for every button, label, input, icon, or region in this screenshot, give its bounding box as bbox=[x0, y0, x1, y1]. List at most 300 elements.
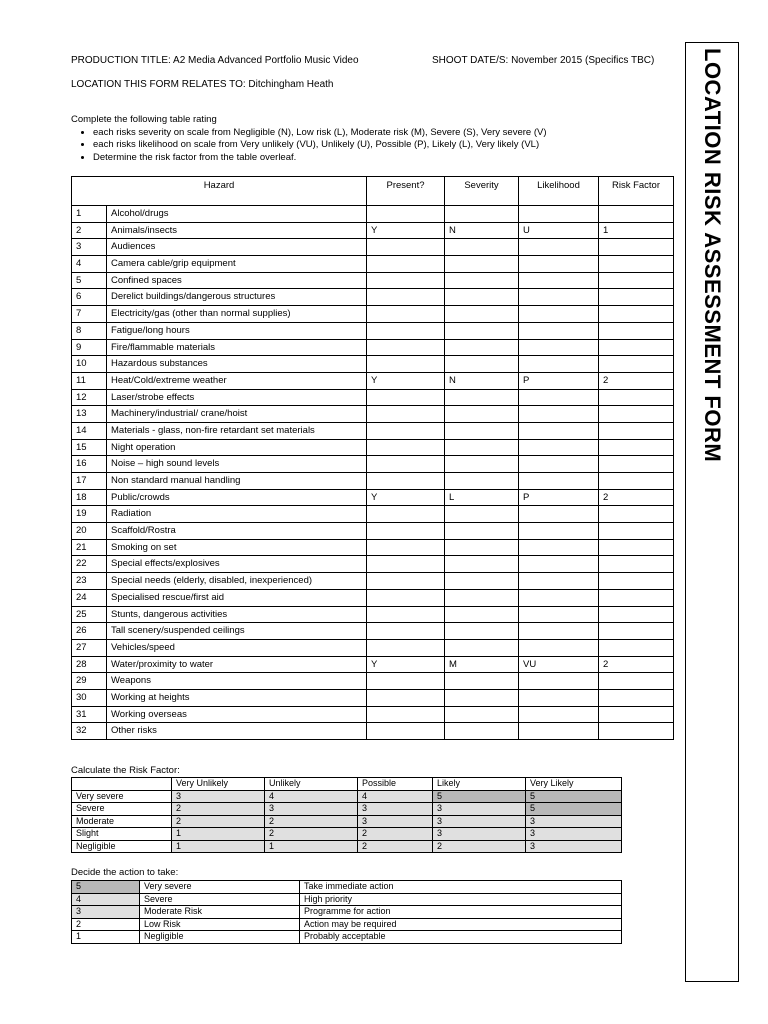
action-score-cell: 1 bbox=[72, 931, 140, 944]
production-title: PRODUCTION TITLE: A2 Media Advanced Portfolio Music Video bbox=[71, 55, 359, 66]
hazard-risk-cell bbox=[599, 723, 674, 740]
hazard-hazard-cell: Stunts, dangerous activities bbox=[107, 606, 367, 623]
hazard-row bbox=[72, 339, 674, 356]
hazard-risk-cell: 2 bbox=[599, 489, 674, 506]
hazard-row bbox=[72, 556, 674, 573]
risk-factor-value: 3 bbox=[358, 815, 433, 828]
hazard-severity-cell bbox=[445, 389, 519, 406]
instructions-list bbox=[71, 127, 547, 165]
risk-factor-label: Calculate the Risk Factor: bbox=[71, 765, 180, 776]
hazard-row bbox=[72, 623, 674, 640]
hazard-hazard-cell: Alcohol/drugs bbox=[107, 206, 367, 223]
hazard-num-cell: 1 bbox=[72, 206, 107, 223]
risk-factor-value: 3 bbox=[265, 803, 358, 816]
hazard-num-cell: 2 bbox=[72, 222, 107, 239]
hazard-num-cell: 6 bbox=[72, 289, 107, 306]
hazard-risk-cell bbox=[599, 422, 674, 439]
hazard-severity-cell bbox=[445, 689, 519, 706]
hazard-num-cell: 21 bbox=[72, 539, 107, 556]
hazard-row bbox=[72, 422, 674, 439]
risk-factor-column-header: Likely bbox=[433, 778, 526, 791]
hazard-risk-cell bbox=[599, 206, 674, 223]
hazard-num-cell: 19 bbox=[72, 506, 107, 523]
action-level-cell: Very severe bbox=[140, 881, 300, 894]
action-level-cell: Severe bbox=[140, 893, 300, 906]
risk-factor-row bbox=[72, 815, 622, 828]
hazard-row bbox=[72, 256, 674, 273]
hazard-likelihood-cell bbox=[519, 706, 599, 723]
hazard-hazard-cell: Working overseas bbox=[107, 706, 367, 723]
hazard-num-cell: 29 bbox=[72, 673, 107, 690]
location-line: LOCATION THIS FORM RELATES TO: Ditchingham Heath bbox=[71, 79, 334, 90]
risk-factor-value: 2 bbox=[358, 840, 433, 853]
risk-factor-value: 3 bbox=[433, 815, 526, 828]
hazard-row bbox=[72, 272, 674, 289]
risk-factor-value: 5 bbox=[526, 803, 622, 816]
hazard-hazard-cell: Audiences bbox=[107, 239, 367, 256]
hazard-severity-cell bbox=[445, 439, 519, 456]
hazard-row bbox=[72, 406, 674, 423]
hazard-likelihood-cell bbox=[519, 256, 599, 273]
hazard-num-cell: 14 bbox=[72, 422, 107, 439]
hazard-likelihood-cell bbox=[519, 623, 599, 640]
hazard-severity-cell bbox=[445, 539, 519, 556]
hazard-hazard-cell: Other risks bbox=[107, 723, 367, 740]
hazard-row bbox=[72, 239, 674, 256]
hazard-num-cell: 26 bbox=[72, 623, 107, 640]
hazard-present-cell bbox=[367, 723, 445, 740]
hazard-row bbox=[72, 723, 674, 740]
hazard-severity-cell: L bbox=[445, 489, 519, 506]
hazard-row bbox=[72, 289, 674, 306]
hazard-severity-cell: N bbox=[445, 222, 519, 239]
hazard-severity-cell bbox=[445, 589, 519, 606]
hazard-likelihood-cell bbox=[519, 306, 599, 323]
hazard-num-cell: 28 bbox=[72, 656, 107, 673]
hazard-likelihood-cell bbox=[519, 673, 599, 690]
hazard-severity-cell: M bbox=[445, 656, 519, 673]
shoot-date: SHOOT DATE/S: November 2015 (Specifics TBC) bbox=[432, 55, 655, 66]
hazard-row bbox=[72, 322, 674, 339]
hazard-hazard-cell: Animals/insects bbox=[107, 222, 367, 239]
hazard-present-cell bbox=[367, 639, 445, 656]
hazard-likelihood-cell bbox=[519, 422, 599, 439]
hazard-likelihood-cell bbox=[519, 506, 599, 523]
hazard-risk-cell bbox=[599, 289, 674, 306]
hazard-num-cell: 3 bbox=[72, 239, 107, 256]
hazard-severity-cell: N bbox=[445, 372, 519, 389]
hazard-num-cell: 25 bbox=[72, 606, 107, 623]
action-level-cell: Moderate Risk bbox=[140, 906, 300, 919]
hazard-risk-cell bbox=[599, 573, 674, 590]
hazard-hazard-cell: Specialised rescue/first aid bbox=[107, 589, 367, 606]
risk-factor-value: 3 bbox=[526, 815, 622, 828]
hazard-likelihood-cell bbox=[519, 339, 599, 356]
hazard-hazard-cell: Smoking on set bbox=[107, 539, 367, 556]
hazard-table-header bbox=[72, 177, 674, 206]
hazard-likelihood-cell: P bbox=[519, 489, 599, 506]
hazard-hazard-cell: Scaffold/Rostra bbox=[107, 523, 367, 540]
hazard-likelihood-cell: U bbox=[519, 222, 599, 239]
hazard-num-cell: 13 bbox=[72, 406, 107, 423]
hazard-row bbox=[72, 372, 674, 389]
hazard-likelihood-cell bbox=[519, 473, 599, 490]
header-severity: Severity bbox=[445, 177, 519, 206]
hazard-hazard-cell: Heat/Cold/extreme weather bbox=[107, 372, 367, 389]
hazard-risk-cell bbox=[599, 356, 674, 373]
hazard-risk-cell bbox=[599, 539, 674, 556]
hazard-present-cell: Y bbox=[367, 372, 445, 389]
risk-factor-value: 2 bbox=[172, 815, 265, 828]
action-level-cell: Low Risk bbox=[140, 918, 300, 931]
action-score-cell: 3 bbox=[72, 906, 140, 919]
hazard-hazard-cell: Radiation bbox=[107, 506, 367, 523]
hazard-num-cell: 5 bbox=[72, 272, 107, 289]
action-score-cell: 2 bbox=[72, 918, 140, 931]
action-action-cell: Take immediate action bbox=[300, 881, 622, 894]
hazard-hazard-cell: Public/crowds bbox=[107, 489, 367, 506]
hazard-present-cell bbox=[367, 623, 445, 640]
hazard-present-cell bbox=[367, 606, 445, 623]
hazard-present-cell: Y bbox=[367, 489, 445, 506]
hazard-likelihood-cell bbox=[519, 556, 599, 573]
hazard-severity-cell bbox=[445, 506, 519, 523]
hazard-row bbox=[72, 206, 674, 223]
instruction-item: • Determine the risk factor from the table overleaf. bbox=[93, 152, 547, 165]
action-table bbox=[71, 880, 622, 944]
hazard-likelihood-cell bbox=[519, 539, 599, 556]
hazard-row bbox=[72, 656, 674, 673]
hazard-severity-cell bbox=[445, 256, 519, 273]
hazard-row bbox=[72, 589, 674, 606]
hazard-risk-cell: 2 bbox=[599, 372, 674, 389]
action-label: Decide the action to take: bbox=[71, 867, 179, 878]
hazard-present-cell bbox=[367, 256, 445, 273]
hazard-row bbox=[72, 606, 674, 623]
hazard-num-cell: 7 bbox=[72, 306, 107, 323]
hazard-num-cell: 12 bbox=[72, 389, 107, 406]
hazard-row bbox=[72, 506, 674, 523]
hazard-num-cell: 10 bbox=[72, 356, 107, 373]
risk-factor-value: 3 bbox=[433, 828, 526, 841]
hazard-num-cell: 20 bbox=[72, 523, 107, 540]
action-row bbox=[72, 893, 622, 906]
hazard-table bbox=[71, 176, 674, 740]
hazard-hazard-cell: Special effects/explosives bbox=[107, 556, 367, 573]
action-action-cell: High priority bbox=[300, 893, 622, 906]
risk-factor-value: 2 bbox=[265, 815, 358, 828]
hazard-severity-cell bbox=[445, 289, 519, 306]
hazard-hazard-cell: Non standard manual handling bbox=[107, 473, 367, 490]
hazard-num-cell: 32 bbox=[72, 723, 107, 740]
hazard-risk-cell bbox=[599, 473, 674, 490]
hazard-row bbox=[72, 439, 674, 456]
hazard-row bbox=[72, 473, 674, 490]
hazard-severity-cell bbox=[445, 356, 519, 373]
risk-factor-column-header bbox=[72, 778, 172, 791]
hazard-num-cell: 9 bbox=[72, 339, 107, 356]
hazard-present-cell bbox=[367, 589, 445, 606]
hazard-present-cell bbox=[367, 206, 445, 223]
risk-factor-row-label: Very severe bbox=[72, 790, 172, 803]
risk-factor-table bbox=[71, 777, 622, 853]
hazard-present-cell bbox=[367, 389, 445, 406]
hazard-risk-cell bbox=[599, 306, 674, 323]
hazard-present-cell bbox=[367, 456, 445, 473]
hazard-risk-cell bbox=[599, 272, 674, 289]
hazard-row bbox=[72, 639, 674, 656]
hazard-risk-cell bbox=[599, 389, 674, 406]
hazard-risk-cell: 1 bbox=[599, 222, 674, 239]
hazard-hazard-cell: Night operation bbox=[107, 439, 367, 456]
hazard-present-cell bbox=[367, 556, 445, 573]
hazard-hazard-cell: Weapons bbox=[107, 673, 367, 690]
instructions bbox=[71, 114, 547, 164]
form-title: LOCATION RISK ASSESSMENT FORM bbox=[700, 48, 725, 463]
risk-factor-value: 3 bbox=[172, 790, 265, 803]
risk-factor-value: 1 bbox=[172, 828, 265, 841]
hazard-present-cell bbox=[367, 272, 445, 289]
hazard-hazard-cell: Water/proximity to water bbox=[107, 656, 367, 673]
instruction-item: • each risks severity on scale from Negligible (N), Low risk (L), Moderate risk (M), Severe (S), Very severe (V) bbox=[93, 127, 547, 140]
hazard-hazard-cell: Electricity/gas (other than normal supplies) bbox=[107, 306, 367, 323]
hazard-likelihood-cell bbox=[519, 272, 599, 289]
instruction-item: • each risks likelihood on scale from Very unlikely (VU), Unlikely (U), Possible (P), Likely (L), Very likely (VL) bbox=[93, 139, 547, 152]
risk-factor-value: 1 bbox=[172, 840, 265, 853]
risk-factor-value: 2 bbox=[172, 803, 265, 816]
hazard-risk-cell: 2 bbox=[599, 656, 674, 673]
hazard-severity-cell bbox=[445, 523, 519, 540]
risk-factor-value: 3 bbox=[433, 803, 526, 816]
header-likelihood: Likelihood bbox=[519, 177, 599, 206]
risk-factor-value: 1 bbox=[265, 840, 358, 853]
hazard-risk-cell bbox=[599, 406, 674, 423]
hazard-likelihood-cell bbox=[519, 689, 599, 706]
hazard-hazard-cell: Special needs (elderly, disabled, inexperienced) bbox=[107, 573, 367, 590]
risk-factor-value: 4 bbox=[358, 790, 433, 803]
header-present: Present? bbox=[367, 177, 445, 206]
hazard-likelihood-cell bbox=[519, 639, 599, 656]
hazard-hazard-cell: Derelict buildings/dangerous structures bbox=[107, 289, 367, 306]
hazard-severity-cell bbox=[445, 723, 519, 740]
risk-factor-row bbox=[72, 828, 622, 841]
hazard-risk-cell bbox=[599, 322, 674, 339]
risk-factor-row-label: Moderate bbox=[72, 815, 172, 828]
hazard-severity-cell bbox=[445, 339, 519, 356]
risk-factor-value: 2 bbox=[358, 828, 433, 841]
hazard-row bbox=[72, 222, 674, 239]
risk-factor-value: 4 bbox=[265, 790, 358, 803]
hazard-hazard-cell: Laser/strobe effects bbox=[107, 389, 367, 406]
hazard-present-cell bbox=[367, 422, 445, 439]
hazard-num-cell: 30 bbox=[72, 689, 107, 706]
hazard-row bbox=[72, 456, 674, 473]
hazard-likelihood-cell: P bbox=[519, 372, 599, 389]
hazard-severity-cell bbox=[445, 272, 519, 289]
header-risk-factor: Risk Factor bbox=[599, 177, 674, 206]
hazard-num-cell: 18 bbox=[72, 489, 107, 506]
hazard-risk-cell bbox=[599, 439, 674, 456]
hazard-likelihood-cell: VU bbox=[519, 656, 599, 673]
hazard-likelihood-cell bbox=[519, 206, 599, 223]
hazard-risk-cell bbox=[599, 523, 674, 540]
hazard-row bbox=[72, 356, 674, 373]
risk-factor-row-label: Slight bbox=[72, 828, 172, 841]
risk-factor-column-header: Very Unlikely bbox=[172, 778, 265, 791]
hazard-row bbox=[72, 689, 674, 706]
hazard-risk-cell bbox=[599, 256, 674, 273]
hazard-hazard-cell: Fire/flammable materials bbox=[107, 339, 367, 356]
hazard-num-cell: 4 bbox=[72, 256, 107, 273]
hazard-risk-cell bbox=[599, 706, 674, 723]
hazard-severity-cell bbox=[445, 623, 519, 640]
hazard-severity-cell bbox=[445, 639, 519, 656]
hazard-num-cell: 31 bbox=[72, 706, 107, 723]
action-row bbox=[72, 881, 622, 894]
hazard-severity-cell bbox=[445, 606, 519, 623]
header-hazard: Hazard bbox=[72, 177, 367, 206]
hazard-hazard-cell: Working at heights bbox=[107, 689, 367, 706]
action-action-cell: Probably acceptable bbox=[300, 931, 622, 944]
hazard-likelihood-cell bbox=[519, 439, 599, 456]
hazard-risk-cell bbox=[599, 589, 674, 606]
hazard-present-cell bbox=[367, 523, 445, 540]
hazard-risk-cell bbox=[599, 606, 674, 623]
hazard-present-cell bbox=[367, 406, 445, 423]
hazard-present-cell bbox=[367, 689, 445, 706]
risk-factor-row-label: Severe bbox=[72, 803, 172, 816]
risk-factor-row bbox=[72, 790, 622, 803]
hazard-present-cell bbox=[367, 706, 445, 723]
hazard-present-cell bbox=[367, 356, 445, 373]
hazard-likelihood-cell bbox=[519, 523, 599, 540]
hazard-likelihood-cell bbox=[519, 289, 599, 306]
hazard-row bbox=[72, 523, 674, 540]
action-action-cell: Programme for action bbox=[300, 906, 622, 919]
hazard-severity-cell bbox=[445, 673, 519, 690]
risk-factor-row-label: Negligible bbox=[72, 840, 172, 853]
risk-factor-value: 2 bbox=[433, 840, 526, 853]
hazard-severity-cell bbox=[445, 322, 519, 339]
hazard-present-cell: Y bbox=[367, 656, 445, 673]
hazard-num-cell: 15 bbox=[72, 439, 107, 456]
hazard-row bbox=[72, 306, 674, 323]
risk-factor-value: 5 bbox=[433, 790, 526, 803]
hazard-hazard-cell: Confined spaces bbox=[107, 272, 367, 289]
hazard-likelihood-cell bbox=[519, 406, 599, 423]
hazard-risk-cell bbox=[599, 556, 674, 573]
hazard-num-cell: 24 bbox=[72, 589, 107, 606]
risk-factor-value: 3 bbox=[358, 803, 433, 816]
hazard-risk-cell bbox=[599, 623, 674, 640]
hazard-present-cell bbox=[367, 322, 445, 339]
action-level-cell: Negligible bbox=[140, 931, 300, 944]
hazard-present-cell bbox=[367, 239, 445, 256]
hazard-likelihood-cell bbox=[519, 573, 599, 590]
hazard-hazard-cell: Fatigue/long hours bbox=[107, 322, 367, 339]
risk-factor-row bbox=[72, 803, 622, 816]
hazard-risk-cell bbox=[599, 689, 674, 706]
risk-factor-value: 2 bbox=[265, 828, 358, 841]
risk-factor-value: 3 bbox=[526, 840, 622, 853]
hazard-num-cell: 11 bbox=[72, 372, 107, 389]
hazard-row bbox=[72, 573, 674, 590]
hazard-likelihood-cell bbox=[519, 239, 599, 256]
hazard-hazard-cell: Materials - glass, non-fire retardant set materials bbox=[107, 422, 367, 439]
hazard-num-cell: 16 bbox=[72, 456, 107, 473]
hazard-present-cell bbox=[367, 506, 445, 523]
hazard-present-cell bbox=[367, 306, 445, 323]
action-score-cell: 5 bbox=[72, 881, 140, 894]
hazard-likelihood-cell bbox=[519, 389, 599, 406]
risk-factor-header-row bbox=[72, 778, 622, 791]
risk-factor-value: 3 bbox=[526, 828, 622, 841]
hazard-severity-cell bbox=[445, 422, 519, 439]
risk-factor-value: 5 bbox=[526, 790, 622, 803]
hazard-present-cell bbox=[367, 473, 445, 490]
hazard-likelihood-cell bbox=[519, 589, 599, 606]
hazard-risk-cell bbox=[599, 506, 674, 523]
hazard-severity-cell bbox=[445, 239, 519, 256]
risk-factor-column-header: Unlikely bbox=[265, 778, 358, 791]
hazard-likelihood-cell bbox=[519, 606, 599, 623]
hazard-num-cell: 17 bbox=[72, 473, 107, 490]
risk-factor-column-header: Possible bbox=[358, 778, 433, 791]
action-row bbox=[72, 906, 622, 919]
instructions-intro: Complete the following table rating bbox=[71, 114, 217, 125]
hazard-present-cell bbox=[367, 573, 445, 590]
hazard-likelihood-cell bbox=[519, 356, 599, 373]
hazard-present-cell bbox=[367, 539, 445, 556]
hazard-risk-cell bbox=[599, 456, 674, 473]
hazard-severity-cell bbox=[445, 573, 519, 590]
hazard-hazard-cell: Tall scenery/suspended ceilings bbox=[107, 623, 367, 640]
hazard-present-cell bbox=[367, 439, 445, 456]
hazard-risk-cell bbox=[599, 339, 674, 356]
hazard-hazard-cell: Machinery/industrial/ crane/hoist bbox=[107, 406, 367, 423]
hazard-row bbox=[72, 706, 674, 723]
action-score-cell: 4 bbox=[72, 893, 140, 906]
hazard-severity-cell bbox=[445, 206, 519, 223]
hazard-severity-cell bbox=[445, 473, 519, 490]
risk-factor-row bbox=[72, 840, 622, 853]
hazard-risk-cell bbox=[599, 239, 674, 256]
hazard-present-cell bbox=[367, 673, 445, 690]
hazard-present-cell bbox=[367, 339, 445, 356]
hazard-num-cell: 8 bbox=[72, 322, 107, 339]
action-action-cell: Action may be required bbox=[300, 918, 622, 931]
hazard-severity-cell bbox=[445, 306, 519, 323]
hazard-hazard-cell: Hazardous substances bbox=[107, 356, 367, 373]
hazard-likelihood-cell bbox=[519, 723, 599, 740]
hazard-row bbox=[72, 673, 674, 690]
hazard-severity-cell bbox=[445, 556, 519, 573]
hazard-present-cell bbox=[367, 289, 445, 306]
hazard-num-cell: 22 bbox=[72, 556, 107, 573]
hazard-severity-cell bbox=[445, 706, 519, 723]
hazard-num-cell: 27 bbox=[72, 639, 107, 656]
hazard-row bbox=[72, 489, 674, 506]
hazard-num-cell: 23 bbox=[72, 573, 107, 590]
hazard-severity-cell bbox=[445, 406, 519, 423]
hazard-hazard-cell: Vehicles/speed bbox=[107, 639, 367, 656]
action-row bbox=[72, 918, 622, 931]
hazard-hazard-cell: Camera cable/grip equipment bbox=[107, 256, 367, 273]
hazard-risk-cell bbox=[599, 673, 674, 690]
hazard-likelihood-cell bbox=[519, 456, 599, 473]
action-row bbox=[72, 931, 622, 944]
hazard-severity-cell bbox=[445, 456, 519, 473]
